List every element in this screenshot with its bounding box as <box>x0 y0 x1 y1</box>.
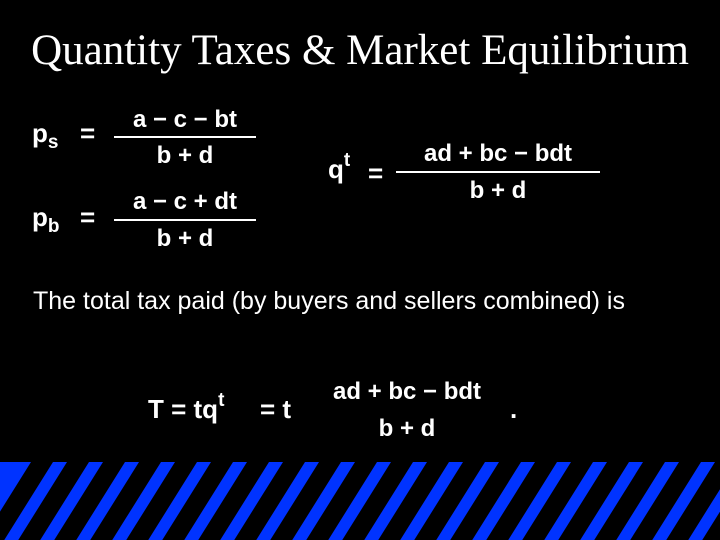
t-trailing-period: . <box>510 394 518 424</box>
pb-numerator: a − c + dt <box>132 188 238 215</box>
body-text: The total tax paid (by buyers and sellers combined) is <box>33 287 625 315</box>
slide-title: Quantity Taxes & Market Equilibrium <box>31 27 689 74</box>
ps-lhs <box>32 118 59 153</box>
t-fraction <box>304 378 510 444</box>
qt-equals: = <box>368 158 384 188</box>
t-lhs-text: T = tq <box>148 394 219 424</box>
equation-pb <box>32 188 272 254</box>
qt-lhs <box>328 150 351 185</box>
pb-symbol: p <box>32 202 48 232</box>
qt-superscript: t <box>343 150 351 171</box>
qt-symbol: q <box>328 154 344 184</box>
qt-fraction-bar <box>396 171 600 173</box>
pb-denominator: b + d <box>156 225 214 252</box>
t-superscript: t <box>218 390 225 411</box>
pb-subscript: b <box>47 216 60 237</box>
qt-numerator: ad + bc − bdt <box>423 140 573 167</box>
t-numerator: ad + bc − bdt <box>332 378 482 405</box>
ps-subscript: s <box>47 132 59 153</box>
ps-symbol: p <box>32 118 48 148</box>
equation-total-tax <box>148 378 538 446</box>
qt-fraction <box>396 140 600 206</box>
ps-numerator: a − c − bt <box>132 106 238 133</box>
t-lhs <box>148 390 225 425</box>
pb-fraction <box>114 188 256 254</box>
t-denominator: b + d <box>378 415 436 442</box>
t-mid: = t <box>260 394 292 424</box>
ps-fraction <box>114 106 256 172</box>
ps-fraction-bar <box>114 136 256 138</box>
ps-equals: = <box>80 118 96 148</box>
pb-fraction-bar <box>114 219 256 221</box>
qt-denominator: b + d <box>469 177 527 204</box>
decorative-stripe-band <box>0 462 720 540</box>
ps-denominator: b + d <box>156 142 214 169</box>
pb-equals: = <box>80 202 96 232</box>
equation-qt <box>328 140 608 208</box>
pb-lhs <box>32 202 60 237</box>
